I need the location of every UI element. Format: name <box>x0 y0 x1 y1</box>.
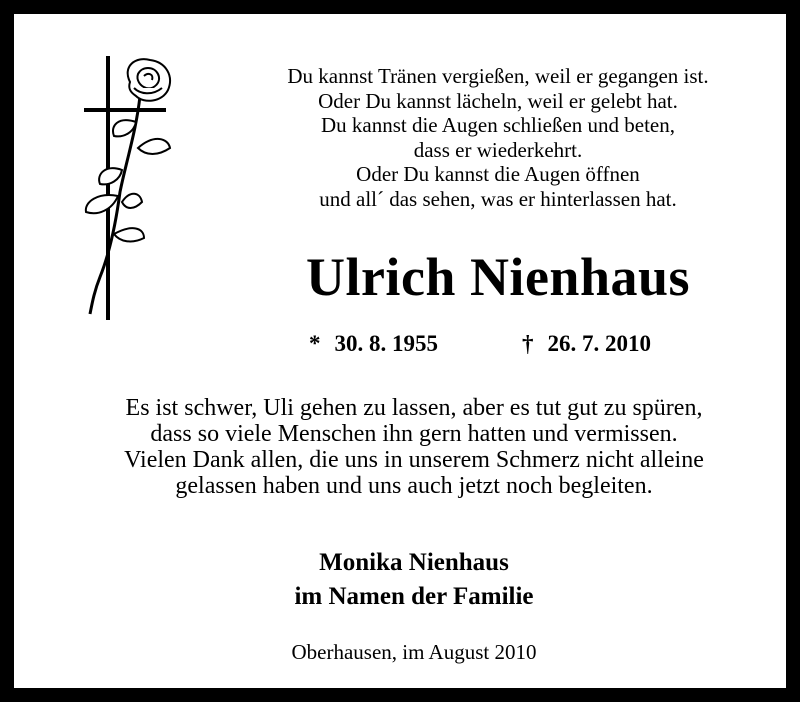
thanks-line: dass so viele Menschen ihn gern hatten und vermissen. <box>150 421 678 447</box>
death-date-group <box>522 326 651 362</box>
poem-line: und all´ das sehen, was er hinterlassen hat. <box>319 186 677 211</box>
death-date: 26. 7. 2010 <box>547 331 651 356</box>
life-dates <box>214 326 782 362</box>
signature-block <box>44 546 784 614</box>
thanks-text <box>44 395 784 499</box>
poem-line: Du kannst die Augen schließen und beten, <box>320 113 675 138</box>
poem-line: Du kannst Tränen vergießen, weil er gegangen ist. <box>287 64 709 88</box>
poem-line: dass er wiederkehrt. <box>413 137 583 162</box>
birth-star-icon: * <box>309 331 321 356</box>
thanks-line: Vielen Dank allen, die uns in unserem Schmerz nicht alleine <box>124 447 704 473</box>
place-and-date: Oberhausen, im August 2010 <box>291 640 537 664</box>
signature-name: Monika Nienhaus <box>319 549 509 576</box>
poem-line: Oder Du kannst lächeln, weil er gelebt hat. <box>318 88 678 113</box>
thanks-line: gelassen haben und uns auch jetzt noch begleiten. <box>175 473 653 499</box>
deceased-name: Ulrich Nienhaus <box>305 247 691 307</box>
birth-date-group <box>309 326 438 362</box>
birth-date: 30. 8. 1955 <box>334 331 438 356</box>
cross-with-rose-icon <box>78 52 178 324</box>
poem-block <box>214 64 782 212</box>
death-cross-icon: † <box>522 331 534 356</box>
poem-line: Oder Du kannst die Augen öffnen <box>356 162 640 187</box>
signature-subtitle: im Namen der Familie <box>294 583 534 610</box>
thanks-line: Es ist schwer, Uli gehen zu lassen, aber es tut gut zu spüren, <box>125 395 703 421</box>
